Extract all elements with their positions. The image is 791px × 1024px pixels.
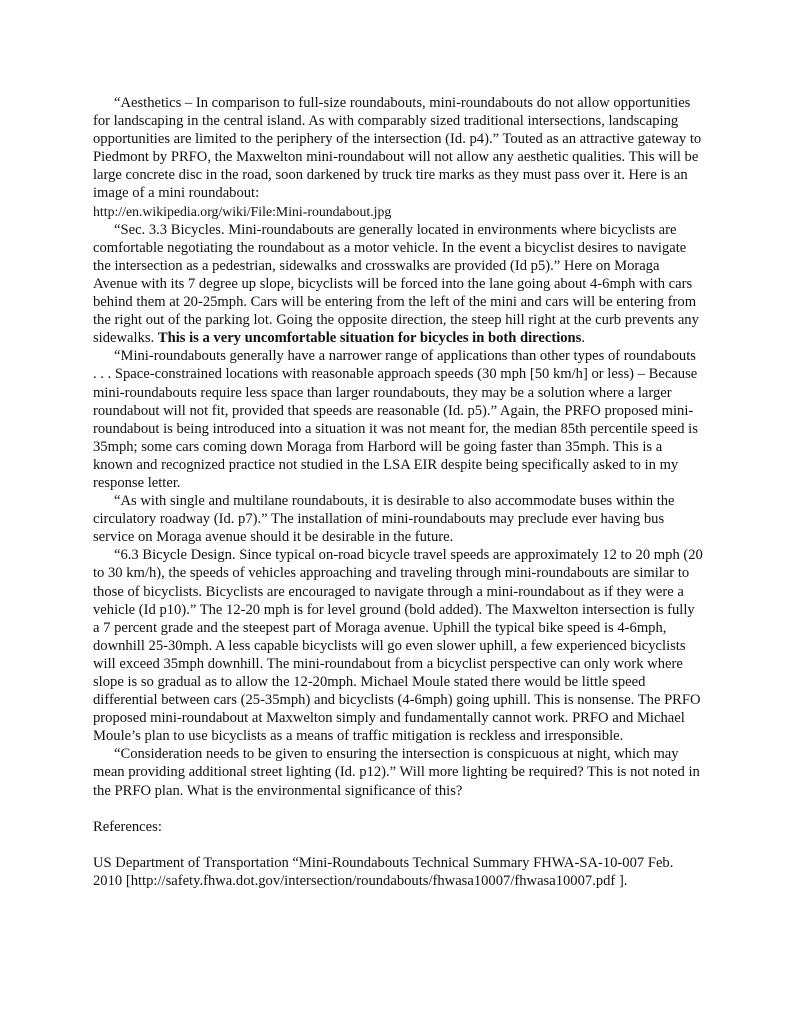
paragraph-text: “6.3 Bicycle Design. Since typical on-road bicycle travel speeds are approximately 12 to 20 mph (20 to 30 km/h), the speeds of vehicles approaching and traveling through mini-roundabouts are similar to those of bicyclists. Bicyclists are encouraged to navigate through a mini-roundabout as if they were a vehicle (Id p10).” The 12-20 mph is for level ground (bold added). The Maxwelton intersection is fully a 7 percent grade and the steepest part of Moraga avenue. Uphill the typical bike speed is 4-6mph, downhill 25-30mph. A less capable bicyclists will go even slower uphill, a few experienced bicyclists will exceed 35mph downhill. The mini-roundabout from a bicyclist perspective can only work where slope is so gradual as to allow the 12-20mph. Michael Moule stated there would be little speed differential between cars (25-35mph) and bicyclists (4-6mph) going uphill. This is nonsense. The PRFO proposed mini-roundabout at Maxwelton simply and fundamentally cannot work. PRFO and Michael Moule’s plan to use bicyclists as a means of traffic mitigation is reckless and irresponsible. (93, 547, 703, 745)
paragraph-aesthetics (93, 94, 703, 221)
paragraph-buses (93, 492, 703, 546)
paragraph-tail: . (581, 330, 586, 347)
paragraph-bicycle-design (93, 546, 703, 745)
spacer (93, 836, 703, 854)
paragraph-lighting (93, 745, 703, 799)
reference-entry: US Department of Transportation “Mini-Roundabouts Technical Summary FHWA-SA-10-007 Feb. 2010 [http://safety.fhwa.dot.gov/intersection/roundabouts/fhwasa10007/fhwasa10007.pdf ]. (93, 854, 674, 889)
paragraph-applications (93, 347, 703, 492)
paragraph-text: “Consideration needs to be given to ensuring the intersection is conspicuous at night, which may mean providing additional street lighting (Id. p12).” Will more lighting be required? This is not noted in the PRFO plan. What is the environmental significance of this? (93, 746, 700, 799)
document-body (93, 94, 703, 890)
paragraph-text: “Aesthetics – In comparison to full-size roundabouts, mini-roundabouts do not allow opportunities for landscaping in the central island. As with comparably sized traditional intersections, landscaping opportunities are limited to the periphery of the intersection (Id. p4).” Touted as an attractive gateway to Piedmont by PRFO, the Maxwelton mini-roundabout will not allow any aesthetic qualities. This will be large concrete disc in the road, soon darkened by truck tire marks as they must pass over it. Here is an image of a mini roundabout: (93, 95, 702, 202)
spacer (93, 800, 703, 818)
paragraph-bicycles (93, 221, 703, 348)
paragraph-text: “As with single and multilane roundabouts, it is desirable to also accommodate buses within the circulatory roadway (Id. p7).” The installation of mini-roundabouts may preclude ever having bus service on Moraga avenue should it be desirable in the future. (93, 493, 675, 546)
bold-emphasis: This is a very uncomfortable situation for bicycles in both directions (157, 330, 582, 347)
paragraph-text: “Mini-roundabouts generally have a narrower range of applications than other types of roundabouts . . . Space-constrained locations with reasonable approach speeds (30 mph [50 km/h] or less) – Because mini-roundabouts require less space than larger roundabouts, they may be a solution where a larger roundabout will not fit, provided that speeds are reasonable (Id. p5).” Again, the PRFO proposed mini-roundabout is being introduced into a situation it was not meant for, the median 85th percentile speed is 35mph; some cars coming down Moraga from Harbord will be going faster than 35mph. This is a known and recognized practice not studied in the LSA EIR despite being specifically asked to in my response letter. (93, 348, 698, 491)
references-heading: References: (93, 818, 162, 835)
paragraph-text: “Sec. 3.3 Bicycles. Mini-roundabouts are generally located in environments where bicyclists are comfortable negotiating the roundabout as a motor vehicle. In the event a bicyclist desires to navigate the intersection as a pedestrian, sidewalks and crosswalks are provided (Id p5).” Here on Moraga Avenue with its 7 degree up slope, bicyclists will be forced into the lane going about 4-6mph with cars behind them at 20-25mph. Cars will be entering from the left of the mini and cars will be entering from the right out of the parking lot. Going the opposite direction, the steep hill right at the curb prevents any sidewalks. (93, 221, 699, 347)
wikipedia-link[interactable]: http://en.wikipedia.org/wiki/File:Mini-roundabout.jpg (93, 203, 392, 219)
